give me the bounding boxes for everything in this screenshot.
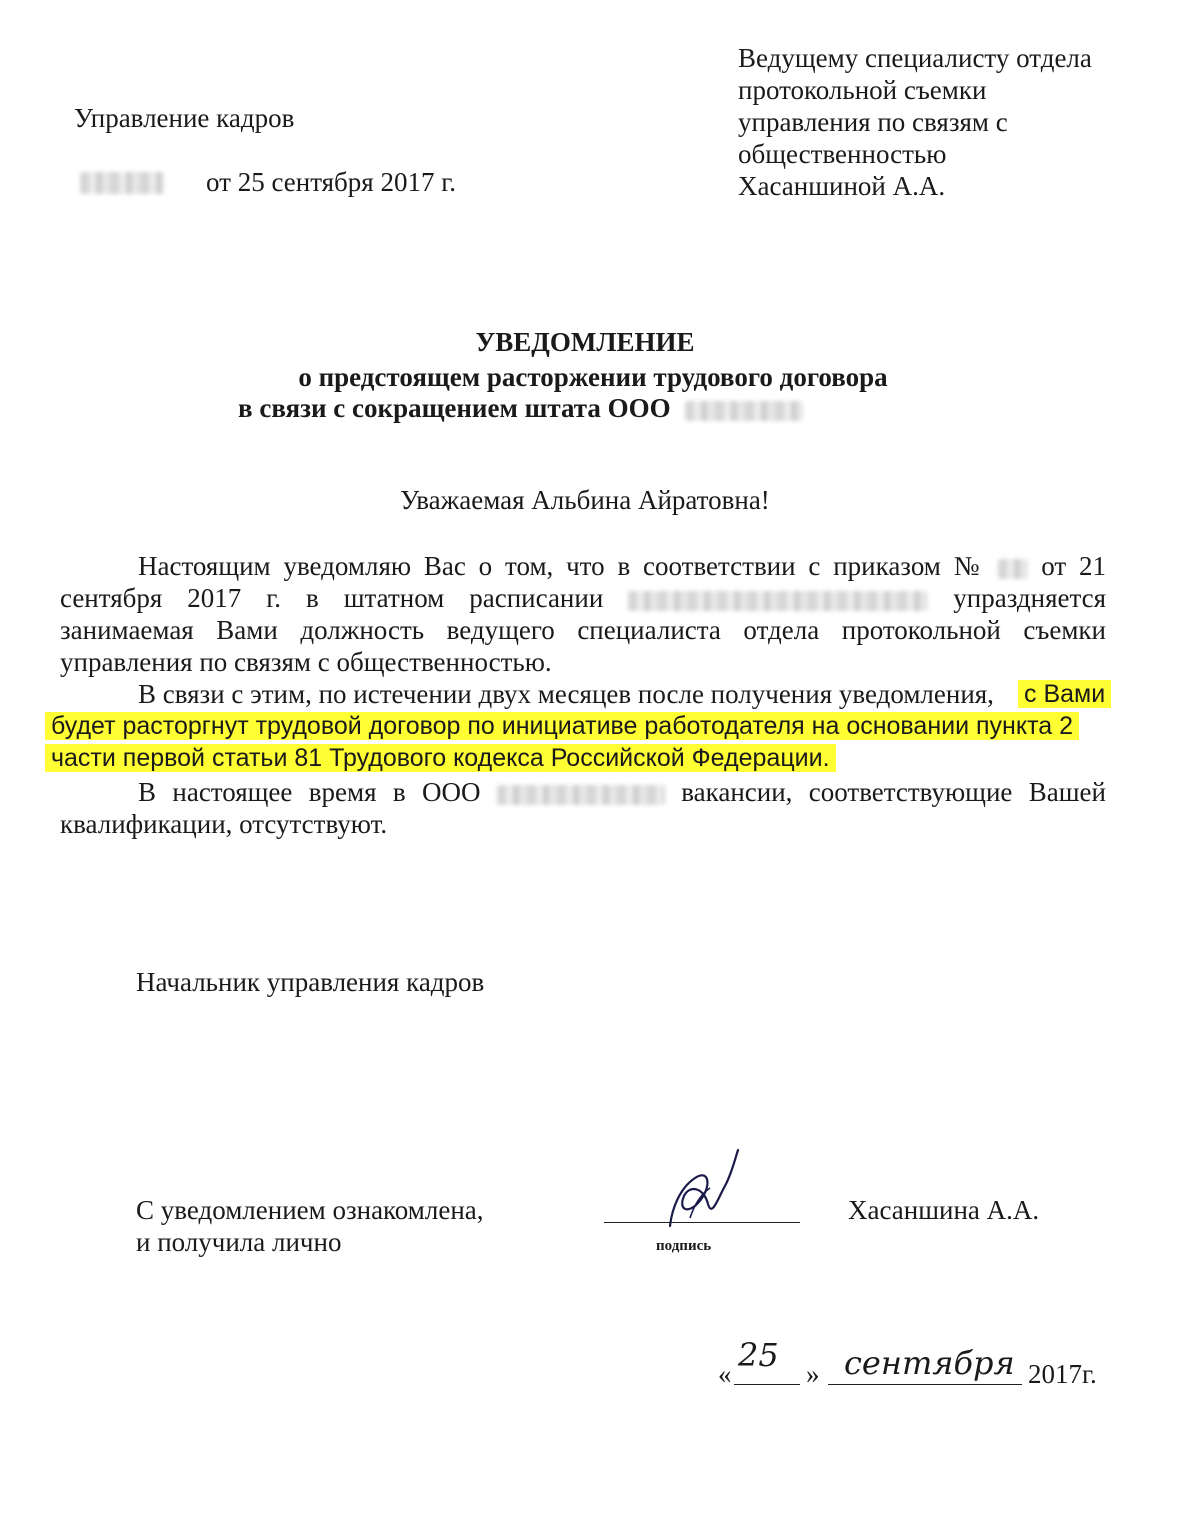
addressee-line: протокольной съемки	[738, 75, 987, 105]
body-text: вакансии, соответствующие Вашей	[681, 777, 1106, 807]
day-underline	[734, 1384, 800, 1385]
document-title: УВЕДОМЛЕНИЕ	[475, 327, 695, 357]
signature-label: подпись	[656, 1238, 712, 1254]
signature-line	[604, 1222, 800, 1223]
highlighted-text: части первой статьи 81 Трудового кодекса Российской Федерации.	[45, 742, 836, 774]
redacted-company-name	[685, 401, 803, 421]
body-text: В настоящее время в ООО	[138, 777, 481, 807]
body-text: от 21	[1041, 551, 1106, 581]
signatory-title: Начальник управления кадров	[136, 967, 485, 997]
addressee-block	[738, 42, 1092, 202]
quote-close: »	[806, 1359, 820, 1389]
redacted-doc-number	[80, 172, 164, 194]
handwritten-day: 25	[738, 1336, 779, 1374]
body-text: сентября 2017 г. в штатном расписании	[60, 583, 604, 613]
body-line: занимаемая Вами должность ведущего специалиста отдела протокольной съемки	[60, 615, 1106, 645]
body-text: упраздняется	[953, 583, 1107, 613]
highlighted-text: будет расторгнут трудовой договор по инициативе работодателя на основании пункта 2	[45, 710, 1079, 742]
employee-name: Хасаншина А.А.	[848, 1195, 1040, 1225]
handwritten-month: сентября	[844, 1344, 1015, 1382]
ack-line: и получила лично	[136, 1227, 342, 1257]
greeting: Уважаемая Альбина Айратовна!	[400, 485, 770, 515]
addressee-line: общественностью	[738, 139, 947, 169]
addressee-line: Ведущему специалисту отдела	[738, 43, 1092, 73]
redacted-unit-name	[628, 591, 928, 611]
highlighted-text: с Вами	[1018, 678, 1111, 710]
document-subtitle-company	[238, 392, 803, 425]
redacted-order-number	[998, 559, 1028, 579]
body-text: Настоящим уведомляю Вас о том, что в соответствии с приказом №	[138, 551, 986, 581]
subtitle-company-text: в связи с сокращением штата ООО	[238, 393, 671, 423]
signed-year: 2017г.	[1028, 1359, 1097, 1389]
body-line	[60, 550, 1106, 582]
addressee-line: управления по связям с	[738, 107, 1008, 137]
month-underline	[828, 1384, 1022, 1385]
document-subtitle: о предстоящем расторжении трудового договора	[298, 362, 888, 392]
redacted-company-name-2	[497, 785, 665, 805]
document-date: от 25 сентября 2017 г.	[206, 167, 456, 197]
body-line: управления по связям с общественностью.	[60, 647, 552, 677]
body-line	[60, 582, 1106, 614]
quote-open: «	[718, 1359, 732, 1389]
body-line: квалификации, отсутствуют.	[60, 809, 388, 839]
department-name: Управление кадров	[74, 103, 295, 133]
ack-line: С уведомлением ознакомлена,	[136, 1195, 484, 1225]
signature-image	[600, 1148, 800, 1238]
addressee-line: Хасаншиной А.А.	[738, 171, 946, 201]
body-line: В связи с этим, по истечении двух месяцев после получения уведомления,	[138, 679, 994, 709]
body-line	[60, 776, 1106, 808]
